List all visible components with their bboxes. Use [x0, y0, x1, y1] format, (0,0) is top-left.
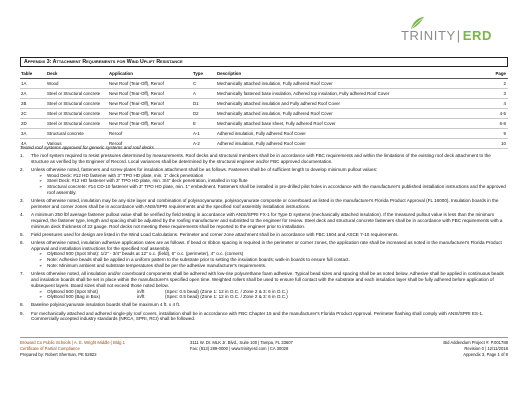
cell-deck: Steel or Structural concrete: [47, 111, 101, 116]
note-number: 4.: [20, 212, 24, 218]
cell-description: Adhered insulation, Fully adhered Roof Cover: [217, 131, 306, 136]
adhesive-rate-row: [47, 294, 506, 300]
adhesive-product: OlyBond 500 (Spot Shot): [47, 288, 99, 294]
note-number: 3.: [20, 198, 24, 204]
cell-application: New Roof (Tear-Off), Reroof: [109, 121, 164, 126]
arrow-bullet-icon: ➢: [39, 251, 43, 257]
bullet-list: [31, 173, 506, 196]
note-7: [20, 271, 506, 300]
cell-deck: Wood: [47, 81, 59, 86]
cell-deck: Steel or Structural concrete: [47, 91, 101, 96]
notes-list: [20, 153, 506, 324]
cell-description: Mechanically fastened base insulation, Adhered top insulation, Fully adhered Roof Cover: [217, 91, 390, 96]
note-text: Field pressures used for design are listed in the Wind Load Calculations. Perimeter and corner zone attachment shall be in accordance with FBC 1504 and ASCE 7-10 requirements.: [31, 231, 399, 237]
note-number: 7.: [20, 271, 24, 277]
cell-deck: Steel or Structural concrete: [47, 101, 101, 106]
arrow-bullet-icon: ➢: [39, 257, 43, 263]
note-number: 2.: [20, 166, 24, 172]
bullet-item: [39, 263, 506, 269]
note-4: [20, 212, 506, 229]
footer-revision: Revision 0 | 12/11/2018: [464, 345, 508, 351]
table-row: [20, 79, 508, 89]
arrow-bullet-icon: ➢: [39, 172, 43, 178]
cell-type: A-1: [193, 131, 200, 136]
cell-type: A: [193, 91, 196, 96]
table-row: [20, 89, 508, 99]
page-footer: [20, 337, 508, 357]
note-text: The roof system required to resist pressures determined by measurements. Roof decks and structural members shall be in accordance with FBC requirements and within the limitations of the existing roof deck attachment to the structure as verified by the Engineer of Record. Local variances shall be determined by the structural engineer and/or FBC approved documentation.: [31, 153, 491, 164]
note-text: Unless otherwise noted, insulation adhesive application rates are as follows. If bead or ribbon spacing is required in the perimeter or corner zones, the application rate shall be increased as noted in the manufacturer's Florida Product Approval and installation instructions for the specified roof assembly.: [31, 239, 502, 251]
cell-table: 2A: [21, 91, 27, 96]
note-text: A minimum 250 lbf average fastener pullout value shall be verified by field testing in accordance with ANSI/SPRI FX-1 for Type D systems (mechanically attached insulation). If the measured pullout value is less than the minimum required, the fastener type, length and spacing shall be adjusted by the roofing manufacturer and submitted to the engineer for review. Steel deck and structural concrete fasteners shall be in accordance with FBC requirements with a minimum deck thickness of 22 gauge. Roof decks not meeting these requirements shall be reported to the engineer prior to installation.: [31, 212, 503, 229]
header-description: Description: [217, 71, 242, 76]
company-logo: [398, 16, 506, 46]
attachment-table: [20, 69, 508, 149]
footer-prepared-by: Prepared by: Robert Sherman, PE 52822: [20, 351, 97, 357]
cell-table: 3A: [21, 131, 27, 136]
cell-page: 9: [503, 131, 506, 136]
bullet-text: Note: Adhesive beads shall be applied in a uniform pattern to the substrate prior to setting the insulation boards; walk-in boards to ensure full contact.: [47, 257, 350, 263]
adhesive-rate-item: [39, 294, 506, 300]
cell-type: D1: [193, 101, 199, 106]
footer-page-info: [362, 340, 508, 357]
cell-description: Mechanically attached insulation, Fully adhered Roof Cover: [217, 81, 333, 86]
cell-deck: Various: [47, 141, 62, 146]
adhesive-spec: (Spec: 0.5 bead) (Zone 1: 12 in O.C. / Zone 2 & 3: 6 in O.C.): [165, 294, 288, 300]
arrow-bullet-icon: ➢: [39, 263, 43, 269]
adhesive-product: OlyBond 500 (Bag in Box): [47, 294, 101, 300]
bullet-text: Note: Minimum ambient and substrate temperatures shall be per the adhesive manufacturer's requirements.: [47, 263, 267, 269]
table-row: [20, 129, 508, 139]
cell-page: 2: [503, 81, 506, 86]
footer-project-info: [20, 340, 190, 357]
cell-type: E: [193, 121, 196, 126]
footer-contact: Fax: (813) 289-0000 | www.trinityerd.com | CA 30028: [190, 345, 289, 351]
bullet-item: [39, 184, 506, 196]
note-text: For mechanically attached and adhered single-ply roof covers, installation shall be in accordance with FBC Chapter 15 and the manufacturer's Florida Product Approval. Perimeter flashing shall comply with ANSI/SPRI ES-1. Commercially accepted industry standards (NRCA, SPRI, RCI) shall be followed.: [31, 310, 484, 322]
header-application: Application: [109, 71, 133, 76]
arrow-bullet-icon: ➢: [39, 288, 43, 294]
arrow-bullet-icon: ➢: [39, 178, 43, 184]
arrow-bullet-icon: ➢: [39, 294, 43, 300]
note-number: 9.: [20, 310, 24, 316]
note-number: 1.: [20, 153, 24, 158]
footer-certificate: Certificate of Partial Compliance: [20, 345, 80, 351]
cell-application: Reroof: [109, 131, 123, 136]
appendix-title: Appendix 3: Attachment Requirements for Wind Uplift Resistance: [20, 57, 508, 67]
cell-table: 2C: [21, 111, 27, 116]
note-number: 8.: [20, 302, 24, 308]
cell-type: C: [193, 81, 197, 86]
cell-description: Mechanically attached insulation, Fully adhered Roof Cover: [217, 111, 333, 116]
cell-page: 4-5: [499, 111, 506, 116]
cell-table: 1A: [21, 81, 27, 86]
cell-application: Reroof: [109, 141, 123, 146]
cell-page: 10: [501, 141, 506, 146]
note-1: [20, 153, 506, 165]
cell-description: Mechanically attached insulation and Fully adhered Roof Cover: [217, 101, 341, 106]
cell-application: New Roof (Tear-Off), Reroof: [109, 111, 164, 116]
adhesive-unit: in/ft: [137, 294, 145, 300]
logo-separator: |: [456, 28, 461, 43]
table-header-row: [20, 69, 508, 79]
cell-type: A-2: [193, 141, 200, 146]
note-number: 5.: [20, 231, 24, 237]
logo-erd: ERD: [462, 28, 492, 43]
footer-project-number: Bid Addendum Project #: P.001788: [443, 340, 508, 345]
note-8: [20, 302, 506, 308]
adhesive-unit: in/ft: [137, 288, 145, 294]
note-6: [20, 240, 506, 269]
cell-table: 2D: [21, 121, 27, 126]
cell-description: Mechanically attached base sheet, Fully adhered Roof Cover: [217, 121, 336, 126]
note-9: [20, 311, 506, 323]
note-5: [20, 232, 506, 238]
table-row: [20, 109, 508, 119]
table-row: [20, 99, 508, 109]
cell-type: D2: [193, 111, 199, 116]
cell-application: New Roof (Tear-Off), Reroof: [109, 101, 164, 106]
cell-deck: Structural concrete: [47, 131, 84, 136]
footer-page-number: Appendix 3, Page 1 of 8: [463, 351, 508, 357]
bullet-text: Wood Deck: #12 HD fastener with 3" TPO HD plate, min. 1" deck penetration: [47, 172, 204, 178]
logo-wordmark: [401, 28, 492, 43]
arrow-bullet-icon: ➢: [39, 184, 43, 190]
logo-trinity: TRINITY: [401, 28, 456, 43]
header-page: Page: [495, 71, 506, 76]
cell-application: New Roof (Tear-Off), Reroof: [109, 91, 164, 96]
table-row: [20, 119, 508, 129]
cell-page: 4: [503, 101, 506, 106]
bullet-list: [31, 251, 506, 268]
footer-address: 3111 W. Dr. MLK Jr. Blvd., Suite 100 | Tampa, FL 33607: [190, 340, 293, 345]
notes-intro: Tested roof systems approved for generic systems and roof decks: [20, 145, 154, 150]
footer-company-address: [190, 340, 362, 357]
note-3: [20, 198, 506, 210]
footer-project-name: Broward Co Public Schools | A. E. Wright Middle | Bldg 1: [20, 340, 125, 345]
cell-description: Adhered insulation, Fully adhered Roof Cover: [217, 141, 306, 146]
cell-application: New Roof (Tear-Off), Reroof: [109, 81, 164, 86]
cell-page: 3: [503, 91, 506, 96]
note-text: Unless otherwise noted, all insulation and/or coverboard components shall be adhered with low-rise polyurethane foam adhesive. Typical bead sizes and spacing shall be as noted below. Adhesive shall be applied in continuous beads and insulation boards shall be set in place within the manufacturer's specified open time. Weighted rollers shall be used to ensure full contact with the substrate and each insulation layer shall be fully adhered before application of subsequent layers. Board sizes shall not exceed those noted below.: [31, 271, 504, 288]
note-text: Unless otherwise noted, fasteners and screw plates for insulation attachment shall be as follows. Fasteners shall be of sufficient length to develop minimum pullout values:: [31, 166, 378, 172]
header-type: Type: [193, 71, 203, 76]
note-number: 6.: [20, 239, 24, 245]
cell-deck: Steel or Structural concrete: [47, 121, 101, 126]
header-table: Table: [21, 71, 33, 76]
note-text: Unless otherwise noted, insulation may be any size layer and combination of polyisocyanurate, polyisocyanurate composite or coverboard as listed in the manufacturer's Florida Product Approval (FL 16000). Insulation boards in the perimeter and corner zones shall be in accordance with ANSI/SPRI requirements and the specified roof assembly installation instructions.: [31, 198, 499, 209]
bullet-text: Steel Deck: #12 HD fastener with 3" TPO HD plate, min. 3/4" deck penetration, installed in top flute: [47, 178, 248, 184]
cell-table: 4A: [21, 141, 27, 146]
adhesive-rate-list: [31, 289, 506, 301]
header-deck: Deck: [47, 71, 58, 76]
cell-table: 2B: [21, 101, 27, 106]
bullet-text: OlyBond 500 (Spot Shot): 1/2" - 3/4" beads at 12" o.c. (field), 6" o.c. (perimeter), 4" o.c. (corners): [47, 251, 244, 257]
cell-page: 6-8: [499, 121, 506, 126]
note-text: Baseline polyisocyanurate insulation boards shall be maximum 4 ft. x 4 ft.: [31, 302, 181, 308]
bullet-text: Structural concrete: #14 CD-10 fastener with 3" TPO HD plate, min. 1" embedment. Fasteners shall be installed in pre-drilled pilot holes in accordance with the manufacturer's published installation instructions and the approved roof assembly.: [47, 184, 506, 196]
note-2: [20, 167, 506, 196]
adhesive-spec: (Spec: 0.5 bead) (Zone 1: 12 in O.C. / Zone 2 & 3: 6 in O.C.): [165, 288, 288, 294]
